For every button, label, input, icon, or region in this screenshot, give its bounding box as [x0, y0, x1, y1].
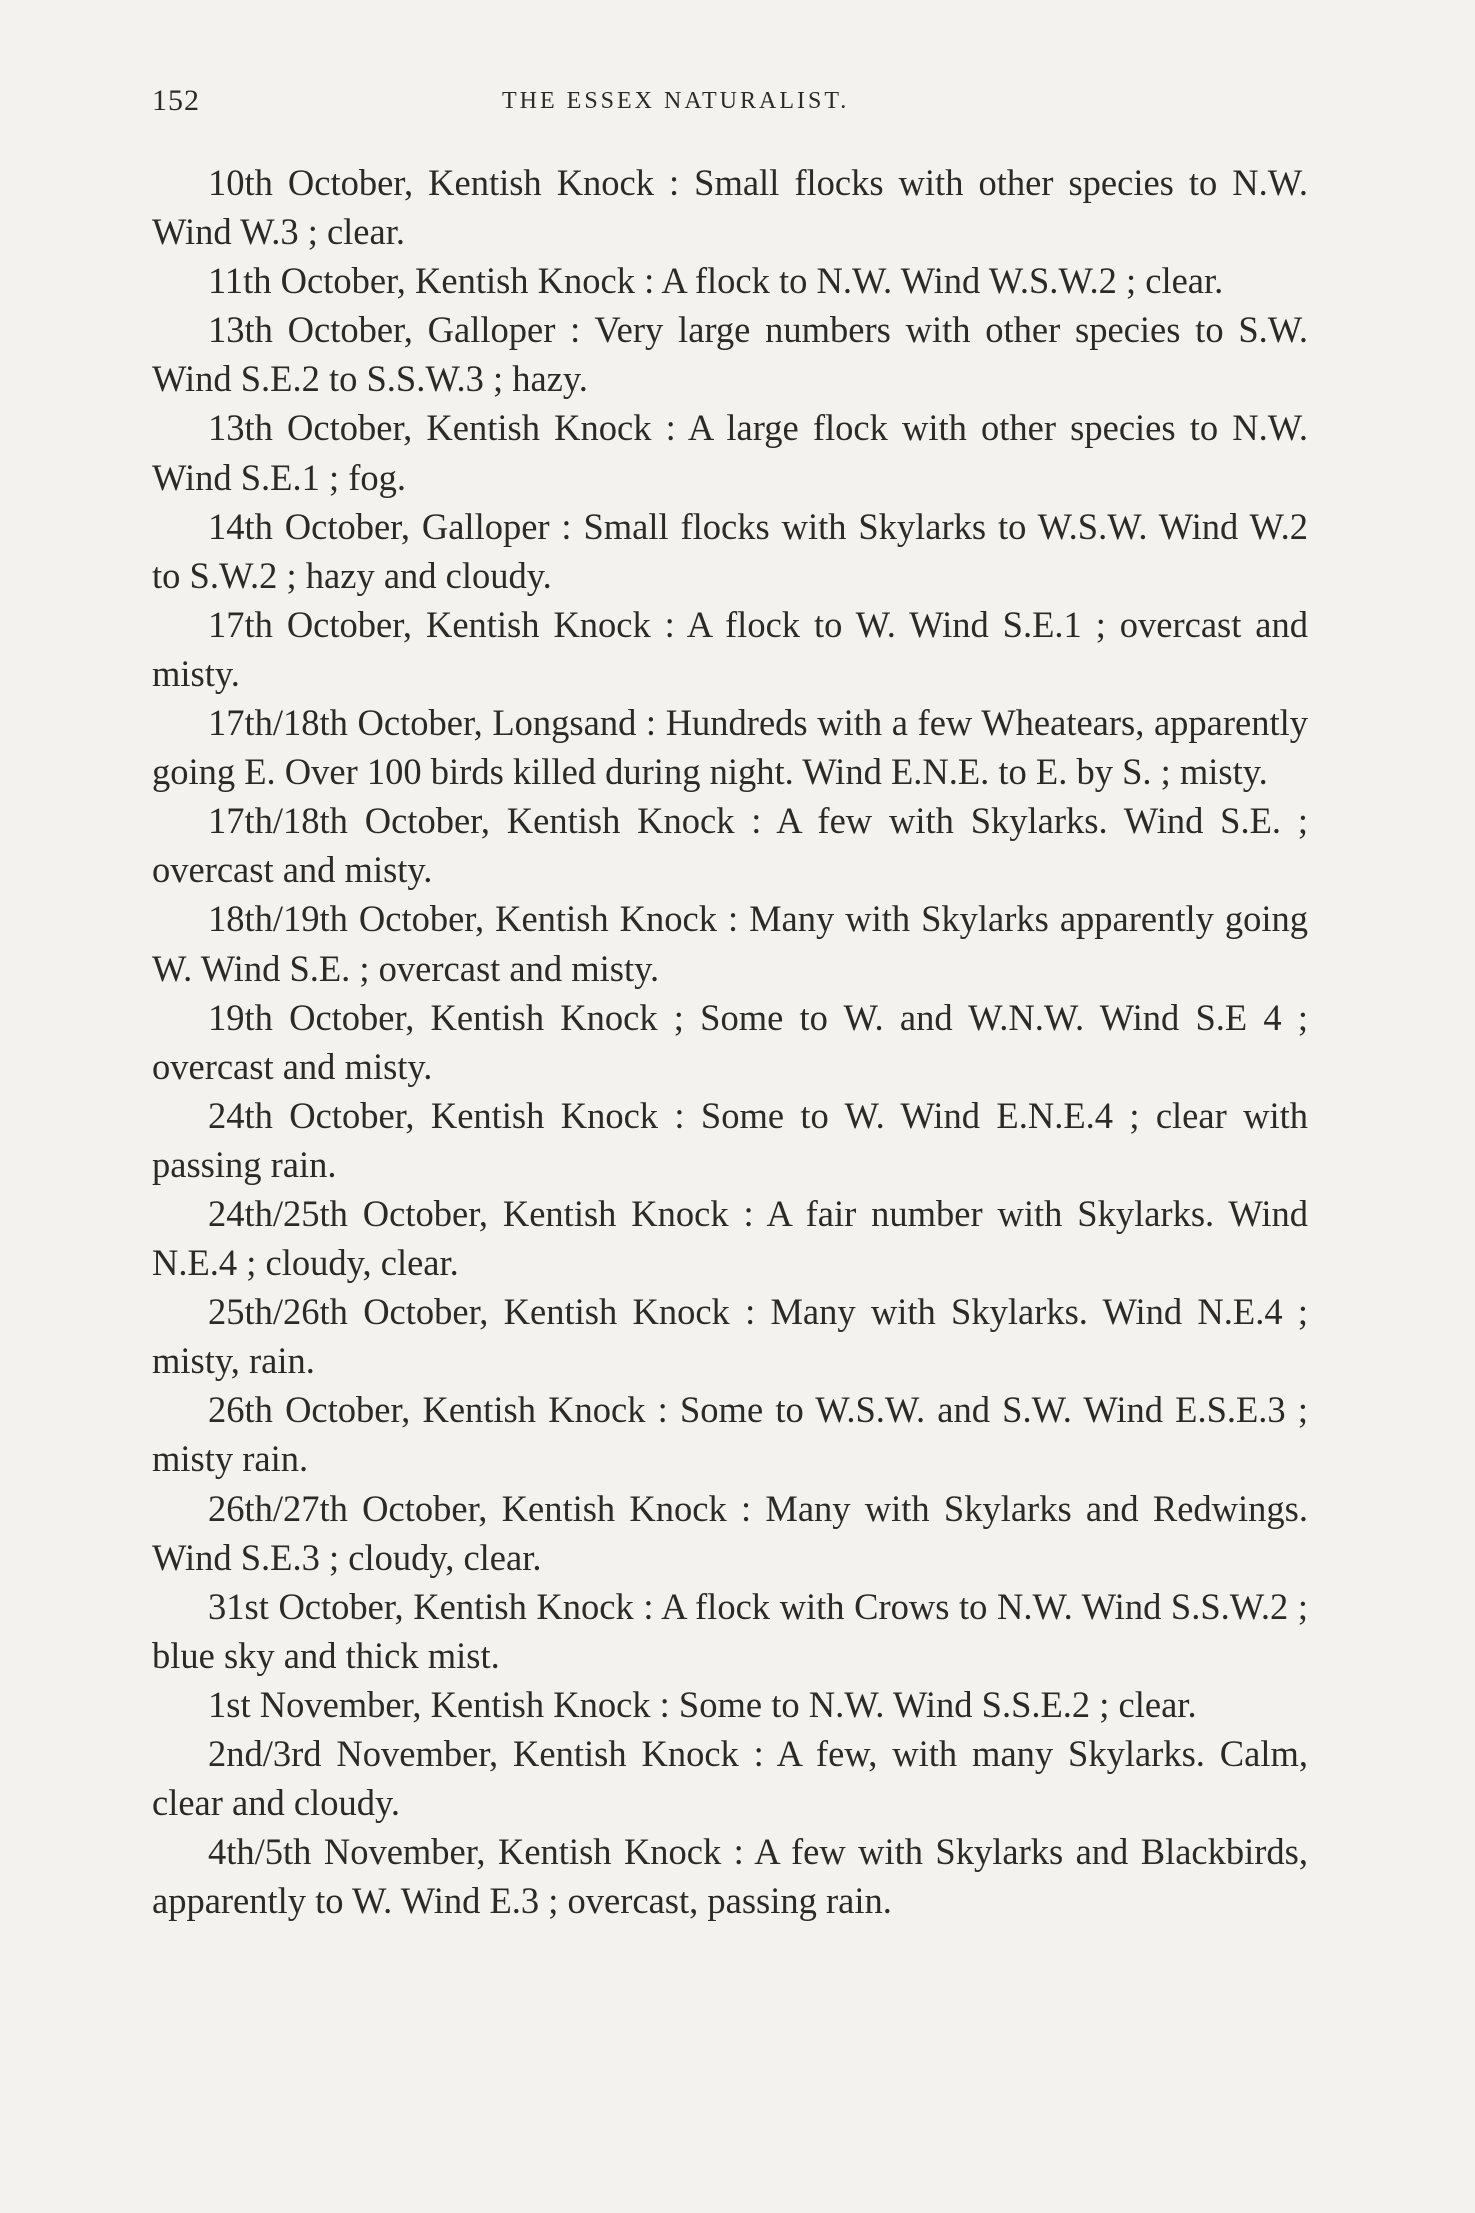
running-title: THE ESSEX NATURALIST.: [502, 88, 850, 114]
observation-entry: 17th/18th October, Kentish Knock : A few with Skylarks. Wind S.E. ; overcast and misty.: [152, 800, 1308, 891]
observation-entry: 17th/18th October, Longsand : Hundreds with a few Wheatears, apparently going E. Over 100 birds killed during night. Wind E.N.E. to E. by S. ; misty.: [152, 702, 1308, 793]
observation-entries: [152, 158, 1308, 1925]
observation-entry: 2nd/3rd November, Kentish Knock : A few, with many Skylarks. Calm, clear and cloudy.: [152, 1733, 1308, 1824]
page-number: 152: [152, 84, 200, 117]
observation-entry: 24th/25th October, Kentish Knock : A fair number with Skylarks. Wind N.E.4 ; cloudy, clear.: [152, 1192, 1308, 1284]
observation-entry: 31st October, Kentish Knock : A flock with Crows to N.W. Wind S.S.W.2 ; blue sky and thick mist.: [152, 1585, 1308, 1676]
observation-entry: 18th/19th October, Kentish Knock : Many with Skylarks apparently going W. Wind S.E. ; overcast and misty.: [152, 898, 1308, 989]
observation-entry: 14th October, Galloper : Small flocks with Skylarks to W.S.W. Wind W.2 to S.W.2 ; hazy and cloudy.: [152, 505, 1308, 596]
observation-entry: 13th October, Galloper : Very large numbers with other species to S.W. Wind S.E.2 to S.S.W.3 ; hazy.: [152, 309, 1308, 400]
observation-entry: 26th/27th October, Kentish Knock : Many with Skylarks and Redwings. Wind S.E.3 ; cloudy, clear.: [152, 1487, 1308, 1578]
observation-entry: 19th October, Kentish Knock ; Some to W. and W.N.W. Wind S.E 4 ; overcast and misty.: [152, 996, 1308, 1087]
observation-entry: 17th October, Kentish Knock : A flock to W. Wind S.E.1 ; overcast and misty.: [152, 603, 1308, 694]
observation-entry: 4th/5th November, Kentish Knock : A few with Skylarks and Blackbirds, apparently to W. Wind E.3 ; overcast, passing rain.: [152, 1831, 1308, 1922]
observation-entry: 13th October, Kentish Knock : A large flock with other species to N.W. Wind S.E.1 ; fog.: [152, 407, 1308, 498]
observation-entry: 25th/26th October, Kentish Knock : Many with Skylarks. Wind N.E.4 ; misty, rain.: [152, 1291, 1308, 1382]
observation-entry: 10th October, Kentish Knock : Small flocks with other species to N.W. Wind W.3 ; clear.: [152, 162, 1308, 253]
observation-entry: 11th October, Kentish Knock : A flock to N.W. Wind W.S.W.2 ; clear.: [208, 260, 1224, 302]
page-header: [152, 84, 1308, 134]
observation-entry: 24th October, Kentish Knock : Some to W. Wind E.N.E.4 ; clear with passing rain.: [152, 1094, 1308, 1185]
observation-entry: 1st November, Kentish Knock : Some to N.W. Wind S.S.E.2 ; clear.: [208, 1683, 1197, 1725]
observation-entry: 26th October, Kentish Knock : Some to W.S.W. and S.W. Wind E.S.E.3 ; misty rain.: [152, 1389, 1308, 1480]
